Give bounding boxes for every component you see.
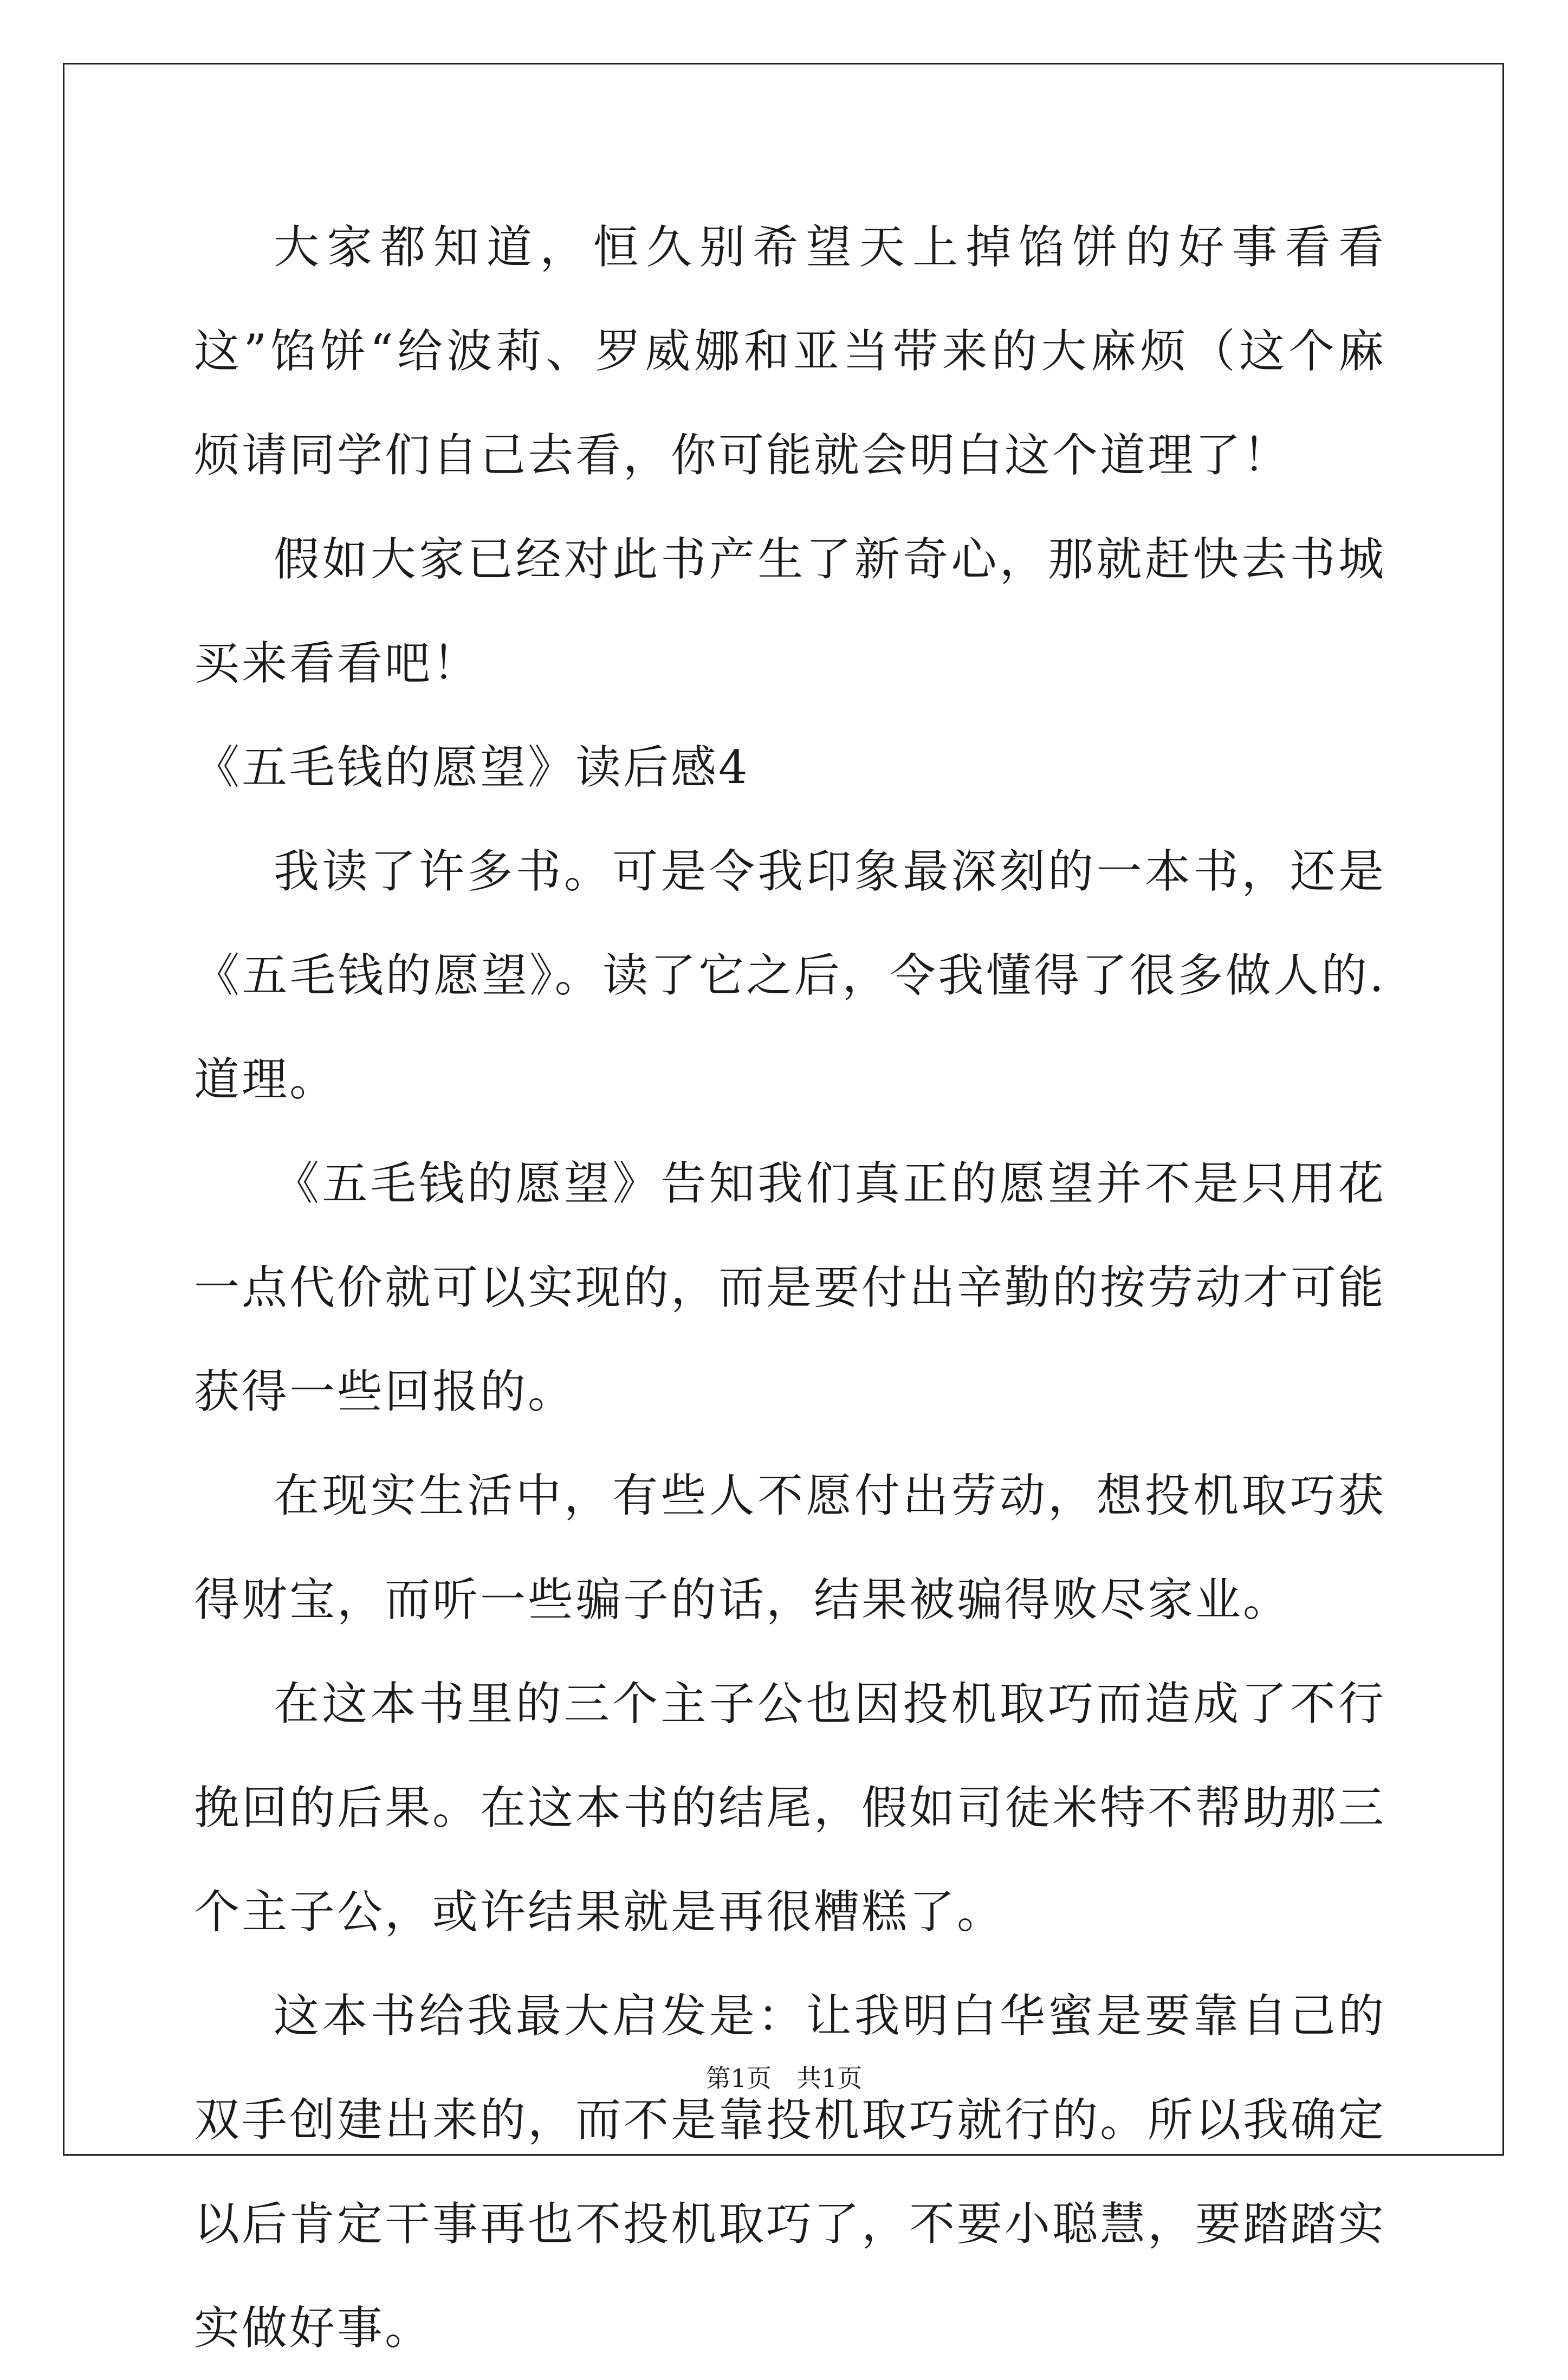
section-heading: 《五毛钱的愿望》读后感4 bbox=[194, 741, 750, 794]
page-footer bbox=[0, 2062, 1568, 2094]
paragraph: 《五毛钱的愿望》告知我们真正的愿望并不是只用花一点代价就可以实现的，而是要付出辛勤的按劳动才可能获得一些回报的。 bbox=[194, 1157, 1386, 1418]
paragraph: 在这本书里的三个主子公也因投机取巧而造成了不行挽回的后果。在这本书的结尾，假如司徒米特不帮助那三个主子公，或许结果就是再很糟糕了。 bbox=[194, 1677, 1386, 1938]
paragraph: 大家都知道，恒久别希望天上掉馅饼的好事看看这”馅饼“给波莉、罗威娜和亚当带来的大麻烦（这个麻烦请同学们自己去看，你可能就会明白这个道理了！ bbox=[194, 221, 1386, 482]
paragraph: 在现实生活中，有些人不愿付出劳动，想投机取巧获得财宝，而听一些骗子的话，结果被骗得败尽家业。 bbox=[194, 1469, 1386, 1626]
page-total: 共1页 bbox=[796, 2064, 863, 2093]
page-number: 第1页 bbox=[705, 2064, 772, 2093]
paragraph: 这本书给我最大启发是：让我明白华蜜是要靠自己的双手创建出来的，而不是靠投机取巧就行的。所以我确定以后肯定干事再也不投机取巧了，不要小聪慧，要踏踏实实做好事。 bbox=[194, 1989, 1386, 2355]
document-body bbox=[194, 195, 1386, 2380]
paragraph: 假如大家已经对此书产生了新奇心，那就赶快去书城买来看看吧！ bbox=[194, 533, 1386, 690]
paragraph: 我读了许多书。可是令我印象最深刻的一本书，还是《五毛钱的愿望》。读了它之后，令我懂得了很多做人的.道理。 bbox=[194, 845, 1386, 1106]
